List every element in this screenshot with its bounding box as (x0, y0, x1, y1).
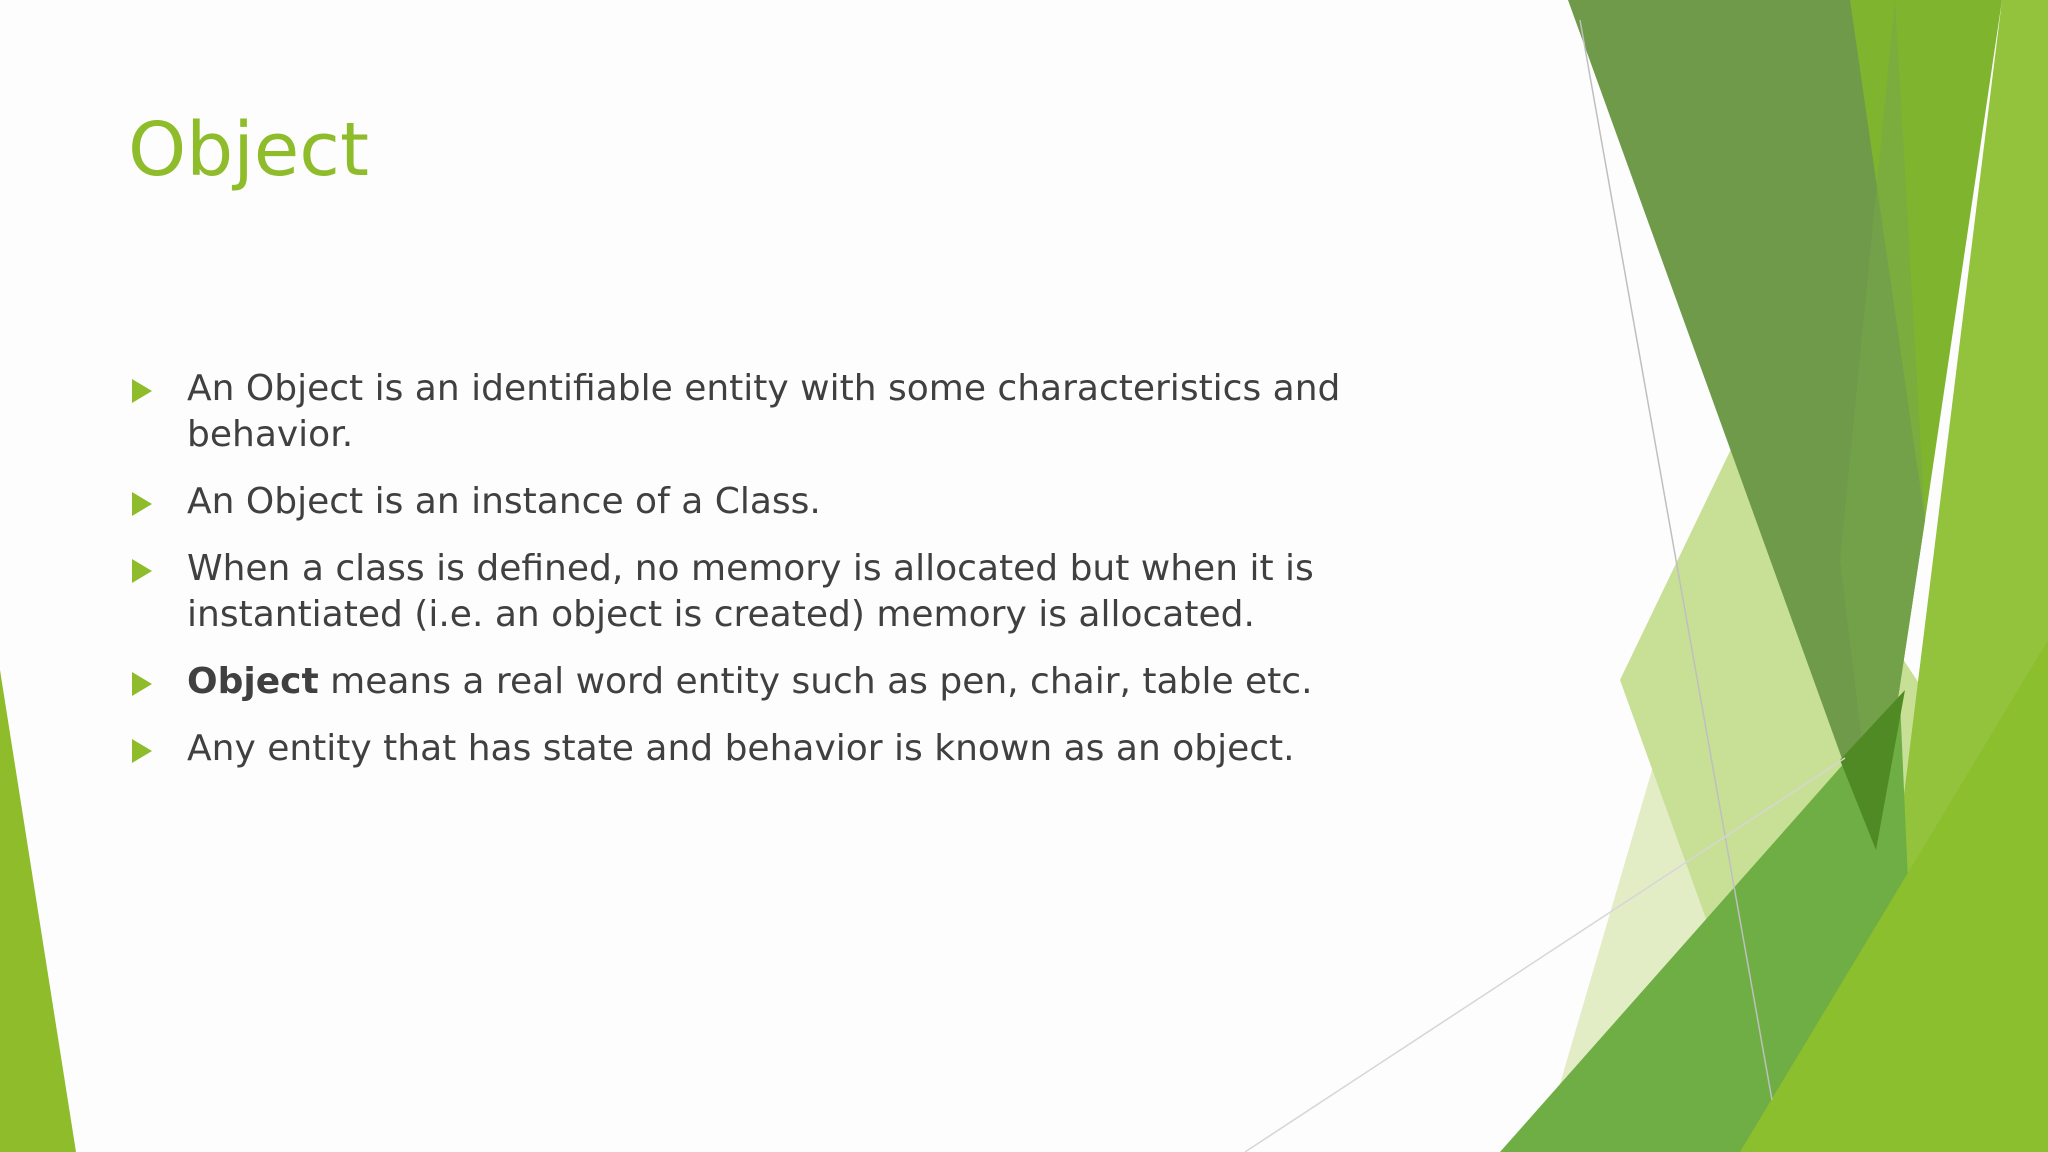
bullet-list (128, 366, 1508, 793)
bullet-text: An Object is an identifiable entity with some characteristics and behavior. (187, 368, 1341, 455)
bullet-item (128, 479, 1508, 525)
triangle-right-icon (132, 492, 152, 516)
bullet-item (128, 366, 1508, 458)
slide-title: Object (128, 107, 370, 193)
bullet-text: means a real word entity such as pen, chair, table etc. (318, 661, 1313, 702)
bullet-strong-term: Object (187, 661, 319, 702)
bullet-text: When a class is defined, no memory is allocated but when it is instantiated (i.e. an object is created) memory is allocated. (187, 548, 1314, 635)
bullet-text: Any entity that has state and behavior is known as an object. (187, 728, 1295, 769)
bullet-item (128, 726, 1508, 772)
triangle-right-icon (132, 672, 152, 696)
left-facet (0, 670, 76, 1152)
bullet-text: An Object is an instance of a Class. (187, 481, 821, 522)
triangle-right-icon (132, 379, 152, 403)
bullet-item (128, 546, 1508, 638)
bullet-item (128, 659, 1508, 705)
triangle-right-icon (132, 739, 152, 763)
triangle-right-icon (132, 559, 152, 583)
